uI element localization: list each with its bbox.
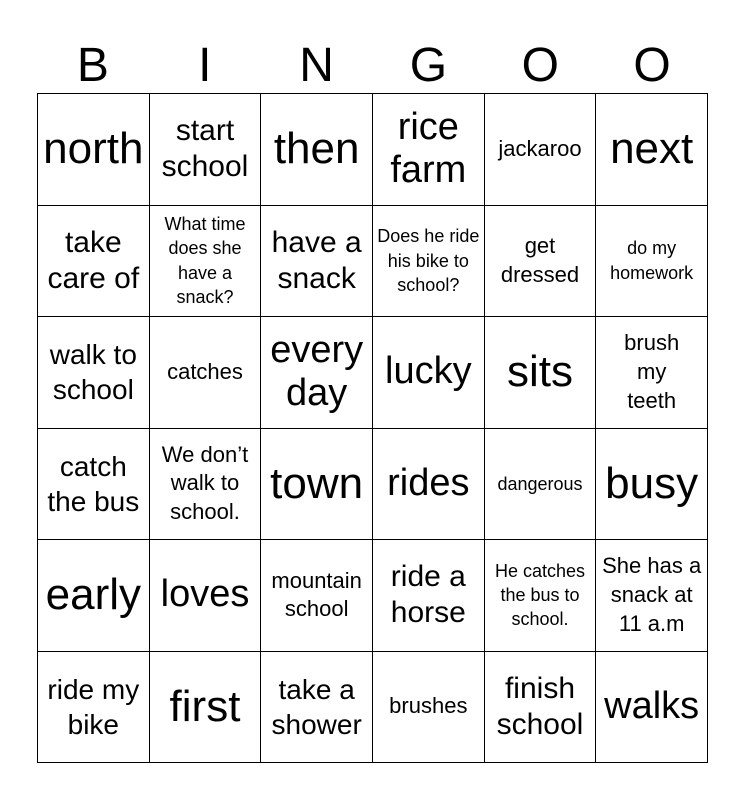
bingo-cell: take care of [38, 206, 150, 318]
bingo-cell: do my homework [596, 206, 708, 318]
bingo-header [37, 38, 708, 93]
bingo-cell: rides [373, 429, 485, 541]
bingo-cell: finish school [485, 652, 597, 764]
bingo-cell: He catches the bus to school. [485, 540, 597, 652]
bingo-cell: Does he ride his bike to school? [373, 206, 485, 318]
bingo-cell: first [150, 652, 262, 764]
bingo-cell: brushes [373, 652, 485, 764]
bingo-cell: What time does she have a snack? [150, 206, 262, 318]
bingo-cell: We don’t walk to school. [150, 429, 262, 541]
bingo-cell: lucky [373, 317, 485, 429]
bingo-cell: jackaroo [485, 94, 597, 206]
header-letter-i: I [198, 38, 212, 92]
bingo-cell: walks [596, 652, 708, 764]
bingo-cell: sits [485, 317, 597, 429]
bingo-cell: catches [150, 317, 262, 429]
bingo-cell: She has a snack at 11 a.m [596, 540, 708, 652]
bingo-grid [37, 93, 708, 763]
bingo-cell: have a snack [261, 206, 373, 318]
header-letter-b: B [76, 38, 109, 92]
bingo-cell: take a shower [261, 652, 373, 764]
header-letter-g: G [409, 38, 448, 92]
bingo-cell: dangerous [485, 429, 597, 541]
bingo-cell: loves [150, 540, 262, 652]
bingo-cell: busy [596, 429, 708, 541]
bingo-cell: get dressed [485, 206, 597, 318]
header-letter-n: N [299, 38, 334, 92]
bingo-cell: every day [261, 317, 373, 429]
header-letter-o-2: O [633, 38, 671, 92]
bingo-cell: then [261, 94, 373, 206]
header-letter-o: O [521, 38, 559, 92]
bingo-cell: mountain school [261, 540, 373, 652]
bingo-cell: catch the bus [38, 429, 150, 541]
bingo-cell: early [38, 540, 150, 652]
bingo-cell: next [596, 94, 708, 206]
bingo-cell: rice farm [373, 94, 485, 206]
bingo-cell: ride a horse [373, 540, 485, 652]
bingo-cell: town [261, 429, 373, 541]
bingo-cell: walk to school [38, 317, 150, 429]
bingo-cell: north [38, 94, 150, 206]
bingo-cell: start school [150, 94, 262, 206]
bingo-cell: brush my teeth [596, 317, 708, 429]
bingo-cell: ride my bike [38, 652, 150, 764]
